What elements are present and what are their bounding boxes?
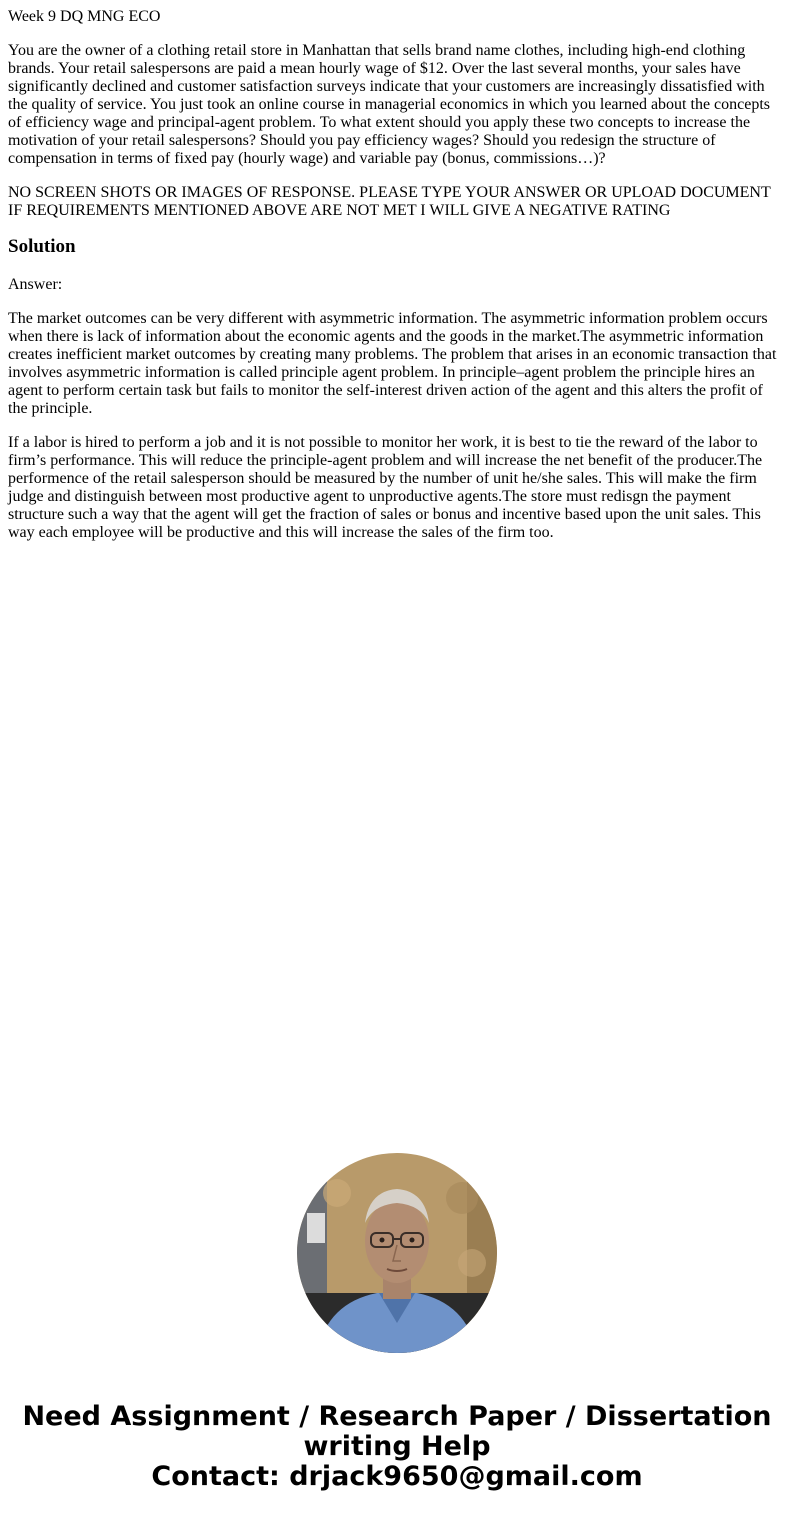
author-avatar: [297, 1153, 497, 1353]
promo-contact: Contact: drjack9650@gmail.com: [151, 1461, 643, 1492]
promo-line-1: Need Assignment / Research Paper / Dissertation: [22, 1401, 772, 1432]
document-body: [8, 8, 780, 558]
author-portrait-icon: [297, 1153, 497, 1353]
promo-banner: [0, 1402, 794, 1492]
promo-line-2: writing Help: [303, 1431, 491, 1462]
answer-paragraph-1: The market outcomes can be very different with asymmetric information. The asymmetric information problem occurs when there is lack of information about the economic agents and the goods in the market.The asymmetric information creates inefficient market outcomes by creating many problems. The problem that arises in an economic transaction that involves asymmetric information is called principle agent problem. In principle–agent problem the principle hires an agent to perform certain task but fails to monitor the self-interest driven action of the agent and this alters the profit of the principle.: [8, 310, 777, 417]
solution-heading: Solution: [8, 236, 76, 257]
answer-paragraph-2: If a labor is hired to perform a job and it is not possible to monitor her work, it is best to tie the reward of the labor to firm’s performance. This will reduce the principle-agent problem and will increase the net benefit of the producer.The performence of the retail salesperson should be measured by the number of unit he/she sales. This will make the firm judge and distinguish between most productive agent to unproductive agents.The store must redisgn the payment structure such a way that the agent will get the fraction of sales or bonus and incentive based upon the unit sales. This way each employee will be productive and this will increase the sales of the firm too.: [8, 434, 763, 541]
question-text: You are the owner of a clothing retail store in Manhattan that sells brand name clothes, including high-end clothing brands. Your retail salespersons are paid a mean hourly wage of $12. Over the last several months, your sales have significantly declined and customer satisfaction surveys indicate that your customers are increasingly dissatisfied with the quality of service. You just took an online course in managerial economics in which you learned about the concepts of efficiency wage and principal-agent problem. To what extent should you apply these two concepts to increase the motivation of your retail salespersons? Should you pay efficiency wages? Should you redesign the structure of compensation in terms of fixed pay (hourly wage) and variable pay (bonus, commissions…)?: [8, 42, 771, 167]
question-notice: NO SCREEN SHOTS OR IMAGES OF RESPONSE. PLEASE TYPE YOUR ANSWER OR UPLOAD DOCUMENT IF REQUIREMENTS MENTIONED ABOVE ARE NOT MET I WILL GIVE A NEGATIVE RATING: [8, 184, 771, 219]
page-title: Week 9 DQ MNG ECO: [8, 8, 161, 25]
answer-label: Answer:: [8, 276, 63, 293]
